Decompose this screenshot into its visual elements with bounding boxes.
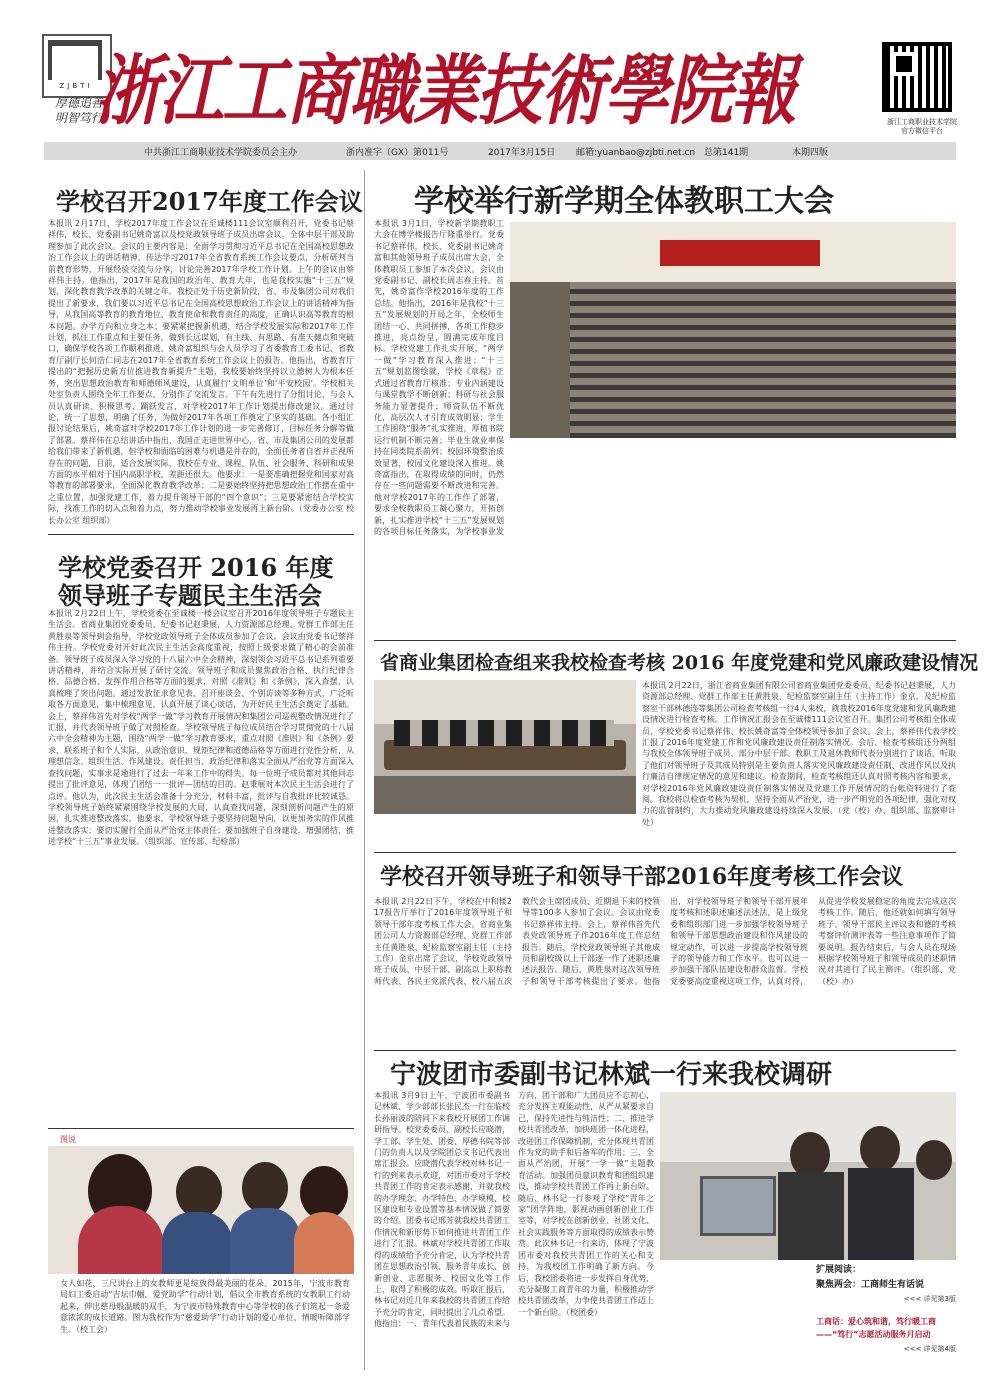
qr-code-icon[interactable]: [882, 42, 952, 112]
photo-story-label: 图说: [60, 1135, 76, 1144]
motto-line-1: 厚德追善: [54, 96, 103, 110]
separator: [374, 640, 956, 641]
photo-students-and-teacher: [48, 1146, 354, 1274]
article-2-continued: [510, 444, 956, 632]
extended-item-1-title[interactable]: 聚焦两会：工商师生有话说: [816, 1280, 925, 1290]
separator: [48, 534, 354, 535]
extended-reading: [816, 1262, 956, 1370]
column-divider: [364, 170, 365, 1370]
separator: [48, 1128, 354, 1129]
article-1-body: 本报讯 2月17日，学校2017年度工作会议在至诚楼111会议室顺利召开，党委书记蔡祥伟，校长、党委副书记姚奇富以及校党政领导班子成员出席会议，全体中层干部及助理参加了此次会议。会议的主要内容是：全面学习贯彻习近平总书记在全国高校思想政治工作会议上的讲话精神，传达学习2017年全省教育系统工作会议要点，分析研判当前教育形势，开展经验交流与分享，讨论完善2017年学校工作计划。上午的会议由蔡祥伟主持。他指出，2017年是我国的政治年、教育大年，也是我校实施“十三五”规划、深化教育教学改革的关键之年。我校正处于历史新阶段，省、市及集团公司对我们提出了新要求，我们要以习近平总书记在全国高校思想政治工作会议上的讲话精神为指导，从我国高等教育的教育地位、教育使命和教育责任的高度，正确认识高等教育的根本问题。办学方向和立身之本；要紧紧把握新机遇，结合学校发展实际和2017年工作计划，抓住工作重点和主要任务，做到长远谋划，有主线、有思路、有准天健点和突破口，确保学校各项工作顺利推进。姚奇富组织与会人员学习了省委教育工委书记、省教育厅副厅长何浩仁同志在2017年全省教育系统工作会议上的报告。他指出，省教育厅提出的“把握历史新方位推进教育新提升”主题，我校要始终坚持以立德树人为根本任务，突出思想政治教育和师德师风建设，认真履行‘文明单位’和‘平安校园’。学校相关处室负责人围绕全年工作要点，分别作了交流发言。下午有先进行了分组讨论，与会人员认真研读、积极思考、踊跃发言，对学校2017年工作计划提出修改建议。通过讨论，统一了思想，明确了任务，为做好2017年各项工作奠定了坚实的基础。各小组汇报讨论结果后，姚奇富对学校2017年工作计划的进一步完善修订、目标任务分解等做了部署。蔡祥伟在总结讲话中指出，我国正走进世界中心，省、市及集团公司的发展都给我们带来了新机遇，但学校和面临的困难与机遇是并存的，全面任务者自省并正视所存在的问题，目前，适合发展实际，我校在专业、课程、队伍、社会服务、科研和成果方面的水平相对于国内高职学校，差距还很大。他要求：一是要准确把握党和国家对高等教育的部署要求，全面深化教育教学改革；二是要始终坚持把思想政治工作摆在重中之重位置，加强党建工作，着力提升领导干部的“四个意识”；三是要紧密结合学校实际，找准工作的切入点和着力点，努力推动学校事业发展再上新台阶。（党委办公室 校长办公室 组织部）: [48, 219, 354, 525]
article-4-title: 省商业集团检查组来我校检查考核 2016 年度党建和党风廉政建设情况: [380, 652, 979, 674]
article-3-body: 本报讯 2月22日上午，学校党委在至诚楼一楼会议室召开2016年度领导班子专题民主生活会。省商业集团党委委员、纪委书记赵秉展，人力资源部总经理、党群工作部主任黄胜泉等领导到会指导，学校党政领导班子全体成员参加了会议。会议由党委书记蔡祥伟主持。学校党委对开好此次民主生活会高度重视，按照上级要求做了精心的会前准备。领导班子成员深入学习党的十八届六中全会精神，深刻领会习近平总书记系列重要讲话精神，并结合实际开展了研讨交流。领导班子和成员聚焦政治合格、执行纪律合格、品德合格、发挥作用合格等方面的要求，对照《准则》和《条例》，深入查摆，认真梳理了突出问题。通过发放征求意见表、召开座谈会、个别访谈等多种方式，广泛听取各方面意见，集中梳理意见，认真开展了谈心谈话，为开好民主生活会奠定了基础。会上，蔡祥伟首先对学校“两学一做”学习教育开展情况和集团公司巡视整改情况进行了汇报，并代表领导班子做了对照检查。学校领导班子每位成员结合学习贯彻党的十八届六中全会精神为主题，围绕“两学一做”学习教育要求，重点对照《准则》和《条例》要求，联系班子和个人实际，从政治意识、规矩纪律和道德品格等方面进行党性分析，从理想信念、组织生活、作风建设、责任担当、政治纪律和落实全面从严治党等方面深入查找问题，实事求是地进行了过去一年来工作中的得失。每一位班子成员都对其他同志提出了批评意见，体现了团结一一批评—团结的目的。赵秉展对本次民主生活会进行了点评。他认为，此次民主生活会准备十分充分，材料丰富，批评与自我批评比较诚恳。学校领导班子始终紧紧围绕学校发展的大局，认真查找问题，深刻剖析问题产生的原因，扎实推进整改落实。他要求，学校领导班子要坚持问题导向，以更加务实的作风推进整改落实；要切实履行全面从严治党主体责任；要加强班子自身建设，增强团结，推进学校“十三五”事业发展。（组织部、宣传部、纪检部）: [48, 609, 354, 847]
issue-date: 2017年3月15日: [488, 148, 556, 158]
article-5-body: 本报讯 2月22日下午，学校在中和楼217报告厅举行了2016年度领导班子和领导干部年度考核工作大会。省商业集团公司人力资源部总经理、党群工作部主任黄胜泉、纪检监察室副主任（主持工作）金京出席了会议，学校党政领导班子成员、中层干部、副高以上职称教师代表、各民主党派代表、校八届五次教代会主席团成员、近期退下来的校领导等100多人参加了会议。会议由党委书记蔡祥伟主持。会上，蔡祥伟首先代表党政领导班子作2016年度工作总结报告。随后，学校党政领导班子其他成员和副校级以上干部逐一作了述职述廉述法报告。随后，黄胜泉对这次领导班子和领导干部考核提出了要求。他指出，对学校领导班子和领导干部开展年度考核和述职述廉述法述法，是上级党委和组织部门进一步加强学校领导班子和领导干部思想政治建设和作风建设的规定动作，可以进一步提高学校领导班子的领导能力和工作水平。也可以进一步加强干部队伍建设和群众监督。学校党委要高度重视这项工作，认真对待，从促进学校发展稳定的角度去完成这次考核工作。随后，他还就如何填写领导班子、领导干部民主评议表和德的考核考察评价测评表等一些注意事项作了简要说明。报告结束后，与会人员在现场根据学校领导班子和领导成员的述职情况对其进行了民主测评。（组织部、党（校）办）: [374, 897, 956, 986]
motto-line-2: 明智笃行: [54, 111, 103, 125]
article-2-body: 本报讯 3月1日，学校新学期教职工大会在博学楼报告厅隆重举行。党委书记蔡祥伟，校长、党委副书记姚奇富和其他领导班子成员出席大会，全体教职员工参加了本次会议。会议由党委副书记、副校长周志春主持。首先，姚奇富作学校2016年度的工作总结。他指出，2016年是我校“十三五”发展规划的开局之年，全校师生团结一心、共同拼搏，各项工作稳步推进，亮点纷呈，圆满完成年度目标。学校党建工作扎实开展，“两学一做”学习教育深入推进；“十三五”规划监图绘就，学校《章程》正式通过省教育厅核准；专业内涵建设与课堂教学不断创新；科研与社会服务能力显著提升；师资队伍不断优化，高层次人才引育成效明显；学生工作围绕“服务”扎实推进，厚植书院运行机制不断完善；毕业生就业率保持在同类院系前列；校园环境整治成效显著，校园文化建设深入推进。姚奇富指出，在取得成绩的同时，仍然存在一些问题需要不断改进和完善。他对学校2017年的工作作了部署，要求全校教职员工凝心聚力，开拓创新，扎实推进学校“十三五”发展规划的各项目标任务落实，为学校事业发: [374, 219, 504, 536]
article-3-title-line-1: 学校党委召开 2016 年度: [58, 553, 334, 582]
article-6-title: 宁波团市委副书记林斌一行来我校调研: [390, 1060, 833, 1090]
qr-caption-line-2: 官方微信平台: [901, 127, 943, 135]
publisher: 中共浙江工商职业技术学院委员会主办: [144, 148, 298, 158]
extended-item-1-ref[interactable]: <<< 详见第3版: [903, 1295, 956, 1303]
license-number: 浙内准字（GX）第011号: [346, 148, 449, 158]
article-1-title: 学校召开2017年度工作会议: [56, 187, 363, 216]
extended-item-2-line-1[interactable]: 工商话：爱心筑和谐，笃行暖工商: [816, 1317, 936, 1326]
photo-ningbo-visit: [660, 1092, 956, 1260]
issue-number: 总第141期: [704, 148, 749, 158]
article-4-body-start: [374, 818, 636, 844]
info-bar: [44, 142, 956, 160]
photo-staff-conference: [510, 222, 956, 438]
newspaper-title: 浙江工商職業技術學院報: [94, 45, 795, 135]
article-3-title-line-2: 领导班子专题民主生活会: [58, 581, 322, 610]
extended-item-2-ref[interactable]: <<< 详见第4版: [903, 1345, 956, 1353]
article-4-body: 本报讯 2月22日，浙江省商业集团有限公司省商业集团党委委员、纪委书记赵秉展，人力资源部总经理、党群工作部主任黄胜泉、纪检监察室副主任（主持工作）金京，及纪检监察室干部林德连等集团公司检查考核组一行4人来校，就我校2016年度党建和党风廉政建设情况进行检查考核。工作情况汇报会在至诚楼111会议室召开。集团公司考核组全体成员，学校党委书记蔡祥伟、校长姚奇富等全体校领导参加了会议。会上，蔡祥伟代表学校汇报了2016年度党建工作和党风廉政建设责任制落实情况。会后，检查考核组还分两组与我校全体领导班子成员、部分中层干部、教职工及退休教师代表分别进行了谈话，听取了他们对领导班子及其成员特别是主要负责人落实党风廉政建设责任制、改进作风以及执行廉洁自律规定情况的意见和建议。检查期间，检查考核组还认真对照考核内容和要求，对学校2016年党风廉政建设责任制落实情况及党建工作开展情况的台帐资料进行了查阅。我校将以检查考核为契机，坚持全面从严治党，进一步严明党的各项纪律，强化对权力的监督制约，大力推动党风廉政建设持续深入发展。（党（校）办、组织部、监察审计处）: [642, 681, 956, 827]
logo-letters: ZJBTI: [59, 82, 93, 90]
separator: [374, 1050, 956, 1051]
article-6-body-end: [660, 1264, 810, 1370]
photo-inspection-meeting: [374, 680, 636, 814]
qr-caption-line-1: 浙江工商职业技术学院: [887, 118, 957, 126]
page-count: 本期四版: [792, 148, 829, 158]
article-2-title: 学校举行新学期全体教职工大会: [414, 184, 834, 219]
article-5-title: 学校召开领导班子和领导干部2016年度考核工作会议: [380, 864, 904, 890]
extended-reading-label: 扩展阅读：: [816, 1265, 862, 1275]
photo-story-caption: 女人如花，三尺讲台上的女教师更是绽放得最美丽的花朵。2015年，宁波市教育局妇工委启动“吉坛巾帼，爱党助学”行动计划，倡议全市教育系统的女教职工行动起来，伸出慈母般温暖的双手，为宁波市特殊教育中心等学校的孩子们筑起一条爱意浓浓的成长道路。图为我校作为“慈爱助学”行动计划的爱心单位，情暖听障部学生。（校工会）: [60, 1279, 350, 1334]
extended-item-2-line-2[interactable]: ——“笃行”志愿活动服务月启动: [816, 1330, 931, 1339]
separator: [374, 852, 956, 853]
email[interactable]: 邮箱:yuanbao@zjbti.net.cn: [576, 148, 696, 158]
qr-caption: [860, 118, 984, 136]
article-6-body: 本报讯 3月9日上午，宁波团市委副书记林斌、学少部部长张民杰一行在临校长孙丽波的陪同下来我校开展团工作调研指导。校党委委员、副校长应晓潜，学工部、学生处、团委、厚德书院等部门的负责人以及学院团总支书记代表出席汇报会。应晓潜代表学校对林书记一行的到来表示欢迎，对团市委对于学校共青团工作的肯定表示感谢，并就我校的办学理念、办学特色、办学规模，校区建设和专业设置等基本情况做了简要的介绍。团委书记邢芳就我校共青团工作情况和新形势下如何推进共青团工作进行了汇报。林斌对学校共青团工作取得的成绩给予充分肯定，认为学校共青团在思想政治引领、服务青年成长、创新创业、志愿服务、校园文化等工作上，取得了积极的成效。听取汇报后，林书记对近几年来我校的共青团工作给予充分的肯定，同时提出了几点希望。他指出：一、青年代表着民族的未来与方向，团干部和广大团员应不忘初心，充分发挥主观能动性，从严从紧要求自己，保持先进性与纯洁性；二、推进学校共青团改革，加快班团一体化进程，改进团工作保障机制，充分体现共青团作为党的助手和后备军的作用；三、全面从严治团，开展“一学一做”主题教育活动。加强团员意识教育和团组织建设，推动学校共青团工作再上新台阶。随后，林书记一行参观了学校“青年之家”团学阵地，影视动画创新创业工作室等，对学校在创新创业、社团文化、社会实践服务等方面取得的成绩表示赞赏。此次林书记一行来访，体现了宁波团市委对我校共青团工作的关心和支持，为我校团工作明确了新方向。今后，我校团委将进一步发挥自身优势，充分凝聚工商青年的力量，积极推动学校共青团改革，力争使共青团工作迈上一个新台阶。（校团委）: [374, 1091, 654, 1329]
